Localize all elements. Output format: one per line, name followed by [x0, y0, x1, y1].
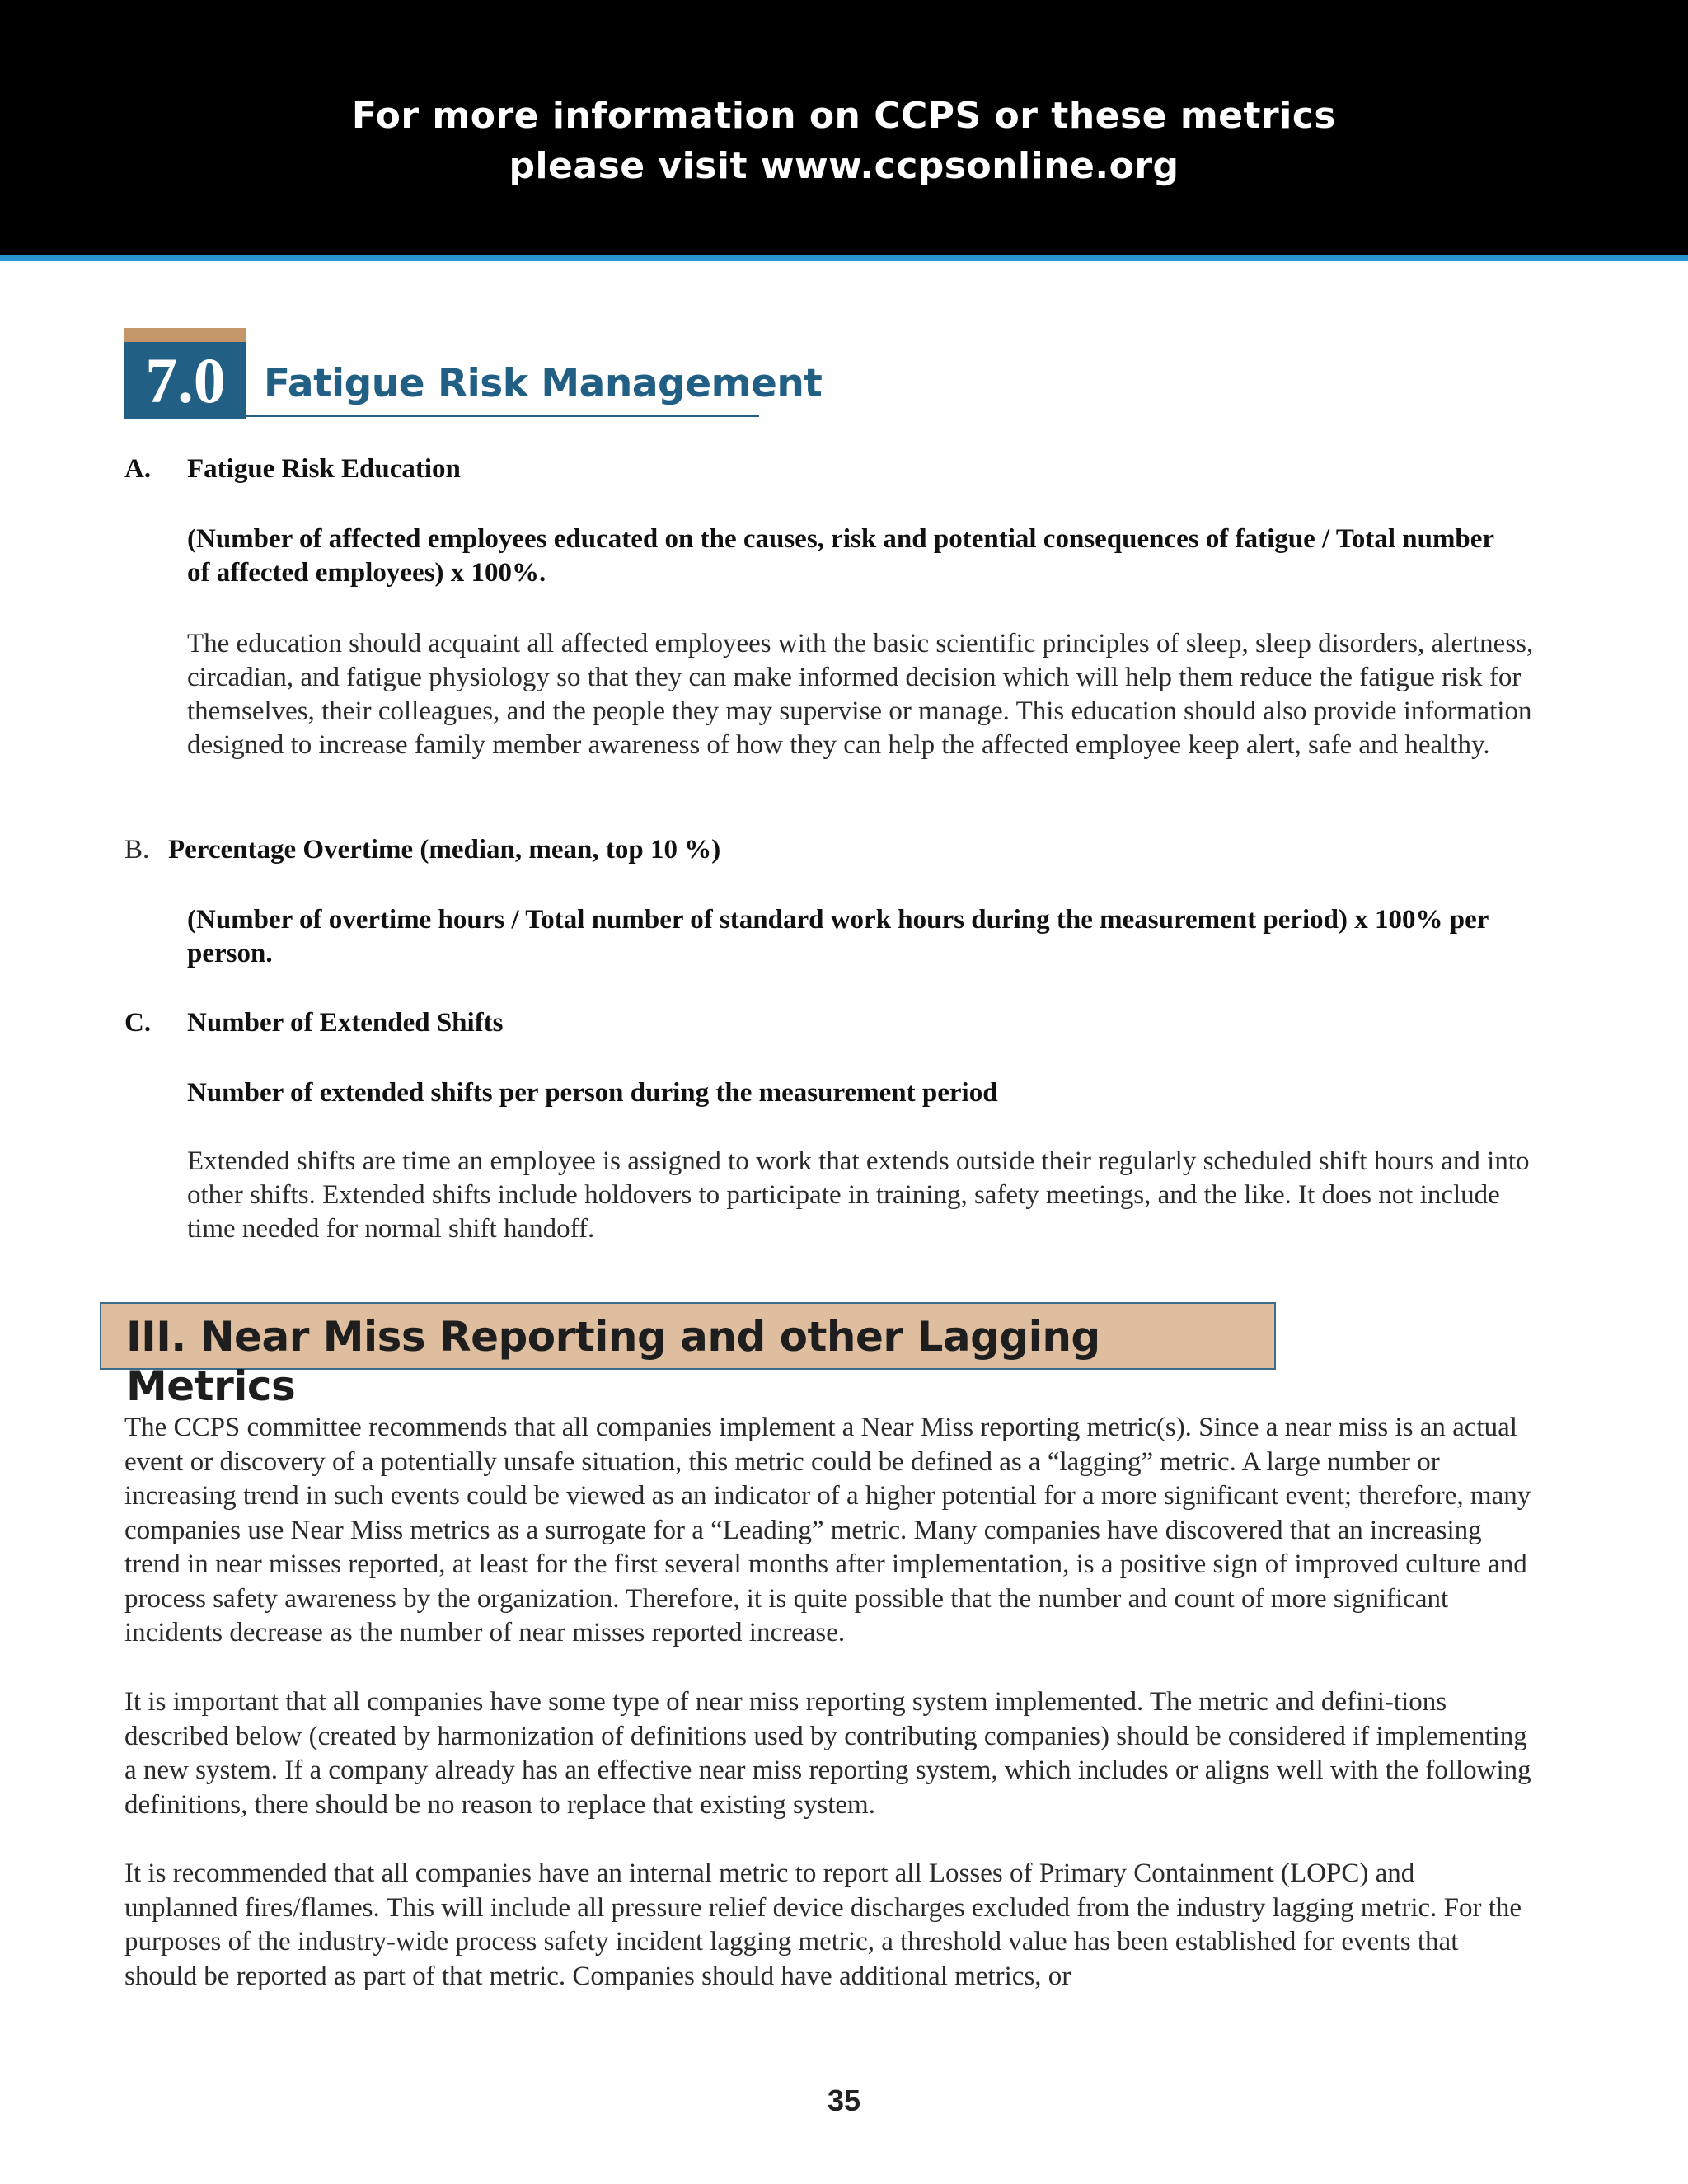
- paragraph-near-miss-intro: The CCPS committee recommends that all companies implement a Near Miss reporting metric(s). Since a near miss is an actual event or discovery of a potentially unsafe situation, this metric could be defined as a “lagging” metric. A large number or increasing trend in such events could be viewed as an indicator of a higher potential for a more significant event; therefore, many companies use Near Miss metrics as a surrogate for a “Leading” metric. Many companies have discovered that an increasing trend in near misses reported, at least for the first several months after implementation, is a positive sign of improved culture and process safety awareness by the organization. Therefore, it is quite possible that the number and count of more significant incidents decrease as the number of near misses reported increase.: [124, 1413, 1531, 1647]
- page-header: [0, 0, 1688, 261]
- item-a-formula: (Number of affected employees educated on the causes, risk and potential consequences of fatigue / Total number of affected employees) x 100%.: [187, 524, 1494, 588]
- header-line-2: please visit www.ccpsonline.org: [509, 145, 1179, 187]
- item-a-title: Fatigue Risk Education: [187, 454, 461, 484]
- item-c-description: Extended shifts are time an employee is assigned to work that extends outside their regularly scheduled shift hours and into other shifts. Extended shifts include holdovers to participate in training, safety meetings, and the like. It does not include time needed for normal shift handoff.: [187, 1146, 1530, 1244]
- header-line-1: For more information on CCPS or these metrics: [351, 95, 1337, 137]
- item-b-title: Percentage Overtime (median, mean, top 10 %): [168, 835, 721, 865]
- section-title: Fatigue Risk Management: [264, 361, 823, 406]
- item-c-title: Number of Extended Shifts: [187, 1008, 504, 1038]
- item-a-description: The education should acquaint all affected employees with the basic scientific principles of sleep, sleep disorders, alertness, circadian, and fatigue physiology so that they can make informed decision which will help them reduce the fatigue risk for themselves, their colleagues, and the people they may supervise or manage. This education should also provide information designed to increase family member awareness of how they can help the affected employee keep alert, safe and healthy.: [187, 629, 1534, 760]
- item-a-label: A.: [124, 454, 152, 484]
- item-b-label: B.: [124, 835, 150, 865]
- item-b-formula: (Number of overtime hours / Total number of standard work hours during the measurement period) x 100% per person.: [187, 905, 1489, 968]
- paragraph-near-miss-system: It is important that all companies have some type of near miss reporting system implemented. The metric and defini-tions described below (created by harmonization of definitions used by contributing companies) should be considered if implementing a new system. If a company already has an effective near miss reporting system, which includes or aligns well with the following definitions, there should be no reason to replace that existing system.: [124, 1687, 1531, 1820]
- section-banner-title: III. Near Miss Reporting and other Lagging Metrics: [126, 1313, 1100, 1410]
- paragraph-lopc: It is recommended that all companies have an internal metric to report all Losses of Primary Containment (LOPC) and unplanned fires/flames. This will include all pressure relief device discharges excluded from the industry lagging metric. For the purposes of the industry-wide process safety incident lagging metric, a threshold value has been established for events that should be reported as part of that metric. Companies should have additional metrics, or: [124, 1858, 1522, 1991]
- section-number-accent: [124, 328, 246, 342]
- item-c-label: C.: [124, 1008, 152, 1038]
- item-c-formula: Number of extended shifts per person during the measurement period: [187, 1078, 998, 1108]
- section-number: 7.0: [124, 342, 246, 419]
- section-banner: [100, 1302, 1276, 1410]
- section-title-underline: [246, 415, 759, 417]
- page-number: 35: [827, 2083, 861, 2117]
